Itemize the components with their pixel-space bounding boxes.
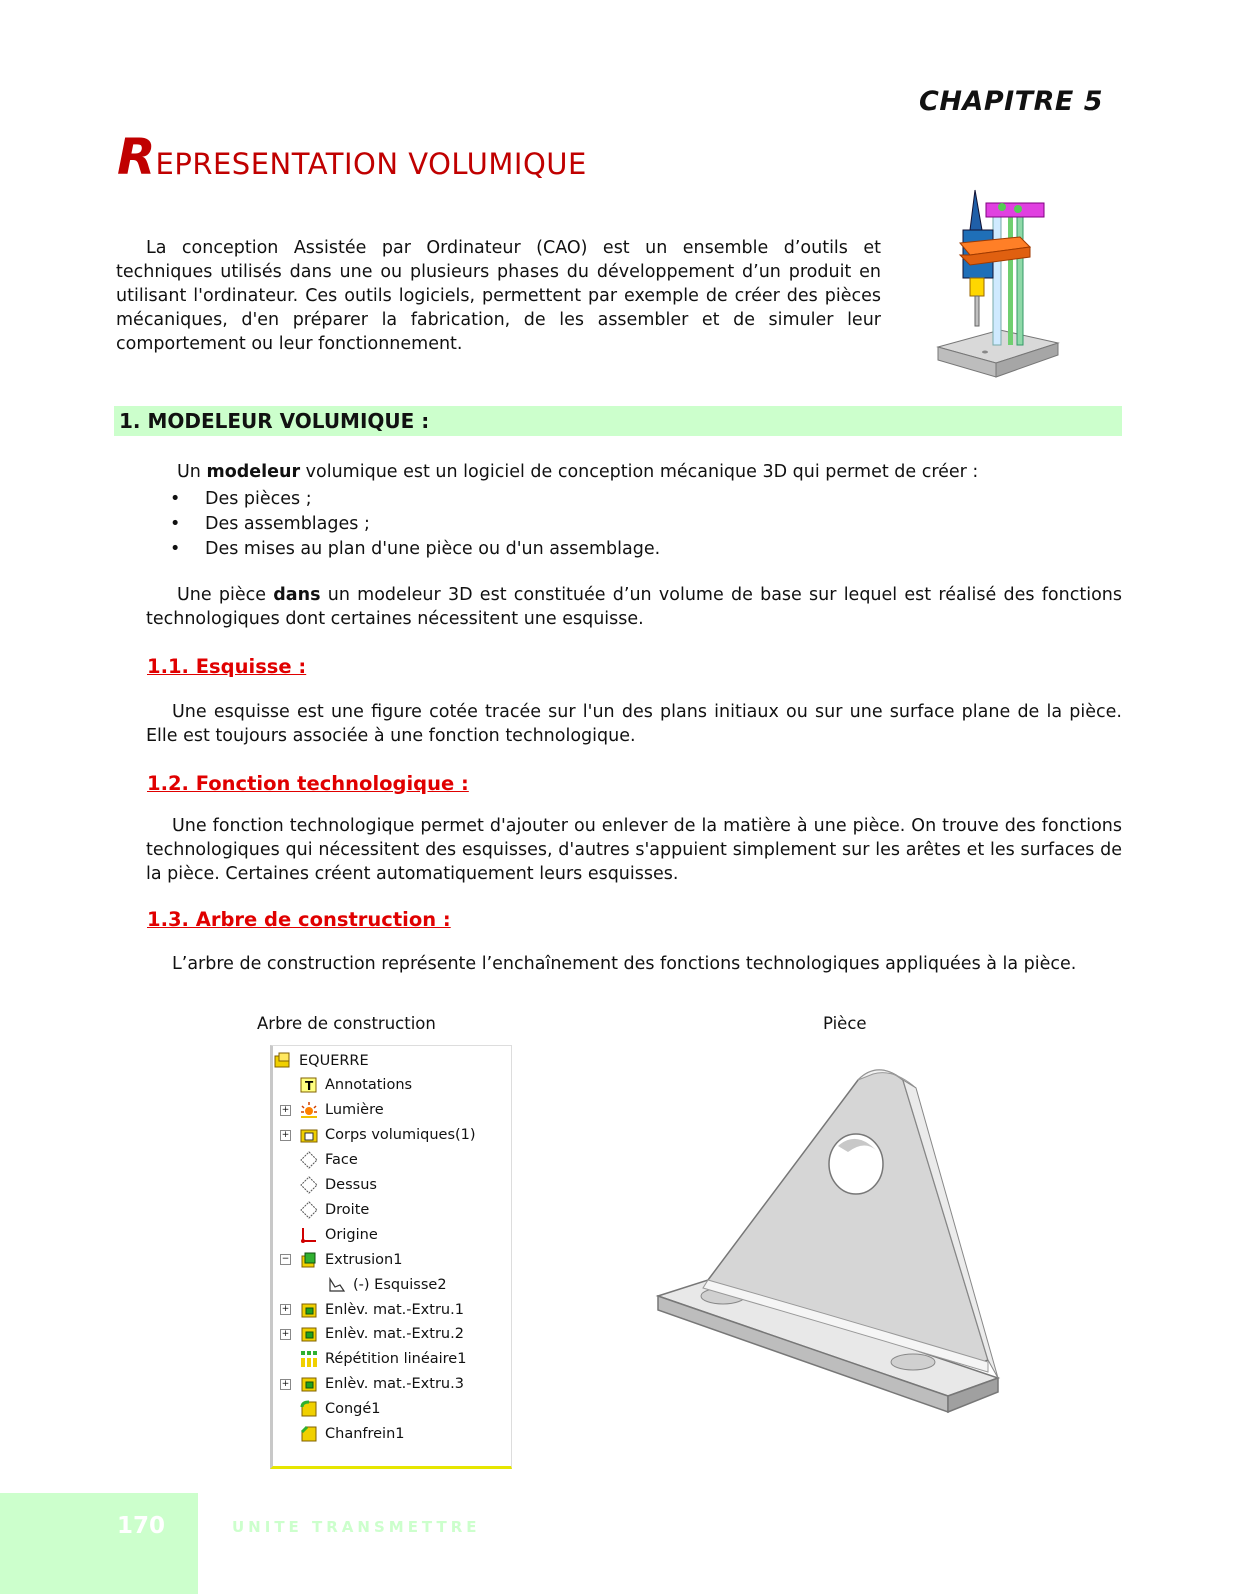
tree-item-label: Origine xyxy=(325,1226,378,1243)
tree-item-label: Lumière xyxy=(325,1102,384,1119)
tree-item-label: Dessus xyxy=(325,1177,377,1193)
tree-item[interactable] xyxy=(299,1073,412,1098)
cut-extrude-icon xyxy=(299,1374,319,1394)
tree-item-label: Extrusion1 xyxy=(325,1251,403,1268)
tree-item[interactable] xyxy=(299,1197,369,1222)
tree-item[interactable] xyxy=(281,1247,403,1272)
bodies-folder-icon xyxy=(299,1125,319,1145)
expander-icon[interactable]: + xyxy=(281,1104,290,1115)
tree-item[interactable] xyxy=(299,1222,378,1247)
page-title xyxy=(117,128,587,186)
tree-item-label: Enlèv. mat.-Extru.1 xyxy=(325,1301,464,1318)
chamfer-icon xyxy=(299,1424,319,1444)
expander-icon[interactable]: + xyxy=(281,1328,290,1339)
fillet-icon xyxy=(299,1399,319,1419)
expander-icon[interactable]: + xyxy=(281,1378,290,1389)
tree-item-label: EQUERRE xyxy=(299,1052,369,1069)
expander-icon[interactable]: − xyxy=(281,1254,290,1265)
tree-item-label: Enlèv. mat.-Extru.3 xyxy=(325,1376,464,1393)
mechanism-illustration xyxy=(930,185,1075,390)
footer-page-box xyxy=(0,1493,198,1594)
modeleur-paragraph: Un modeleur volumique est un logiciel de conception mécanique 3D qui permet de créer : xyxy=(177,462,979,482)
tree-item[interactable] xyxy=(281,1098,384,1123)
tree-item[interactable] xyxy=(281,1372,464,1397)
subheading-esquisse: 1.1. Esquisse : xyxy=(147,655,307,678)
list-item: • Des mises au plan d'une pièce ou d'un assemblage. xyxy=(165,537,660,562)
fonction-paragraph: Une fonction technologique permet d'ajouter ou enlever de la matière à une pièce. On trouve des fonctions technologiques qui nécessitent des esquisses, d'autres s'appuient simplement sur les arêtes et les surfaces de la pièce. Certaines créent automatiquement leurs esquisses. xyxy=(146,816,1122,884)
tree-item[interactable] xyxy=(327,1272,447,1297)
extrude-icon xyxy=(299,1250,319,1270)
arbre-paragraph: L’arbre de construction représente l’enchaînement des fonctions technologiques appliquées à la pièce. xyxy=(172,954,1077,974)
list-item: • Des assemblages ; xyxy=(165,512,660,537)
expander-icon[interactable]: + xyxy=(281,1129,290,1140)
tree-item-label: (-) Esquisse2 xyxy=(353,1276,447,1293)
part-icon xyxy=(273,1051,293,1071)
tree-item[interactable] xyxy=(281,1123,476,1148)
tree-item[interactable] xyxy=(281,1322,464,1347)
plane-icon xyxy=(299,1150,319,1170)
bracket-illustration xyxy=(648,1060,1018,1420)
tree-item-label: Enlèv. mat.-Extru.2 xyxy=(325,1326,464,1343)
feature-tree xyxy=(270,1045,512,1469)
tree-item[interactable] xyxy=(299,1422,405,1447)
expander-icon[interactable]: + xyxy=(281,1304,290,1314)
unit-label: UNITE TRANSMETTRE xyxy=(232,1518,481,1536)
tree-item-label: Face xyxy=(325,1152,358,1169)
tree-caption: Arbre de construction xyxy=(257,1014,436,1033)
cut-extrude-icon xyxy=(299,1300,319,1320)
tree-item[interactable] xyxy=(299,1347,466,1372)
tree-item-label: Chanfrein1 xyxy=(325,1426,405,1442)
subheading-fonction: 1.2. Fonction technologique : xyxy=(147,772,469,795)
tree-item[interactable] xyxy=(281,1297,464,1322)
intro-paragraph: La conception Assistée par Ordinateur (CAO) est un ensemble d’outils et techniques utilisés dans une ou plusieurs phases du développement d’un produit en utilisant l'ordinateur. Ces outils logiciels, permettent par exemple de créer des pièces mécaniques, d'en préparer la fabrication, de les assembler et de simuler leur comportement ou leur fonctionnement. xyxy=(116,238,881,354)
list-item: • Des pièces ; xyxy=(165,487,660,512)
sketch-icon xyxy=(327,1275,347,1295)
section-heading: 1. MODELEUR VOLUMIQUE : xyxy=(119,409,430,433)
page-number: 170 xyxy=(117,1513,166,1539)
tree-item-label: Annotations xyxy=(325,1077,413,1094)
bullet-list xyxy=(165,487,660,562)
tree-item-label: Corps volumiques(1) xyxy=(325,1127,476,1144)
subheading-arbre: 1.3. Arbre de construction : xyxy=(147,908,451,931)
tree-item[interactable] xyxy=(273,1048,369,1073)
piece-caption: Pièce xyxy=(823,1014,867,1033)
title-rest: EPRESENTATION VOLUMIQUE xyxy=(155,147,587,181)
piece-paragraph: Une pièce dans un modeleur 3D est constituée d’un volume de base sur lequel est réalisé des fonctions technologiques dont certaines nécessitent une esquisse. xyxy=(146,585,1122,629)
tree-item[interactable] xyxy=(299,1148,358,1173)
tree-item-label: Répétition linéaire1 xyxy=(325,1351,467,1368)
annotations-icon xyxy=(299,1075,319,1095)
tree-item[interactable] xyxy=(299,1397,381,1422)
tree-item-label: Droite xyxy=(325,1201,370,1218)
esquisse-paragraph: Une esquisse est une figure cotée tracée sur l'un des plans initiaux ou sur une surface plane de la pièce. Elle est toujours associée à une fonction technologique. xyxy=(146,702,1122,746)
tree-item[interactable] xyxy=(299,1173,377,1198)
origin-icon xyxy=(299,1225,319,1245)
chapter-label: CHAPITRE 5 xyxy=(919,86,1103,117)
svg-text:T: T xyxy=(305,1079,314,1094)
plane-icon xyxy=(299,1175,319,1195)
linear-pattern-icon xyxy=(299,1349,319,1369)
tree-item-label: Congé1 xyxy=(325,1401,381,1418)
cut-extrude-icon xyxy=(299,1324,319,1344)
title-initial: R xyxy=(117,128,156,186)
plane-icon xyxy=(299,1200,319,1220)
light-icon xyxy=(299,1100,319,1120)
